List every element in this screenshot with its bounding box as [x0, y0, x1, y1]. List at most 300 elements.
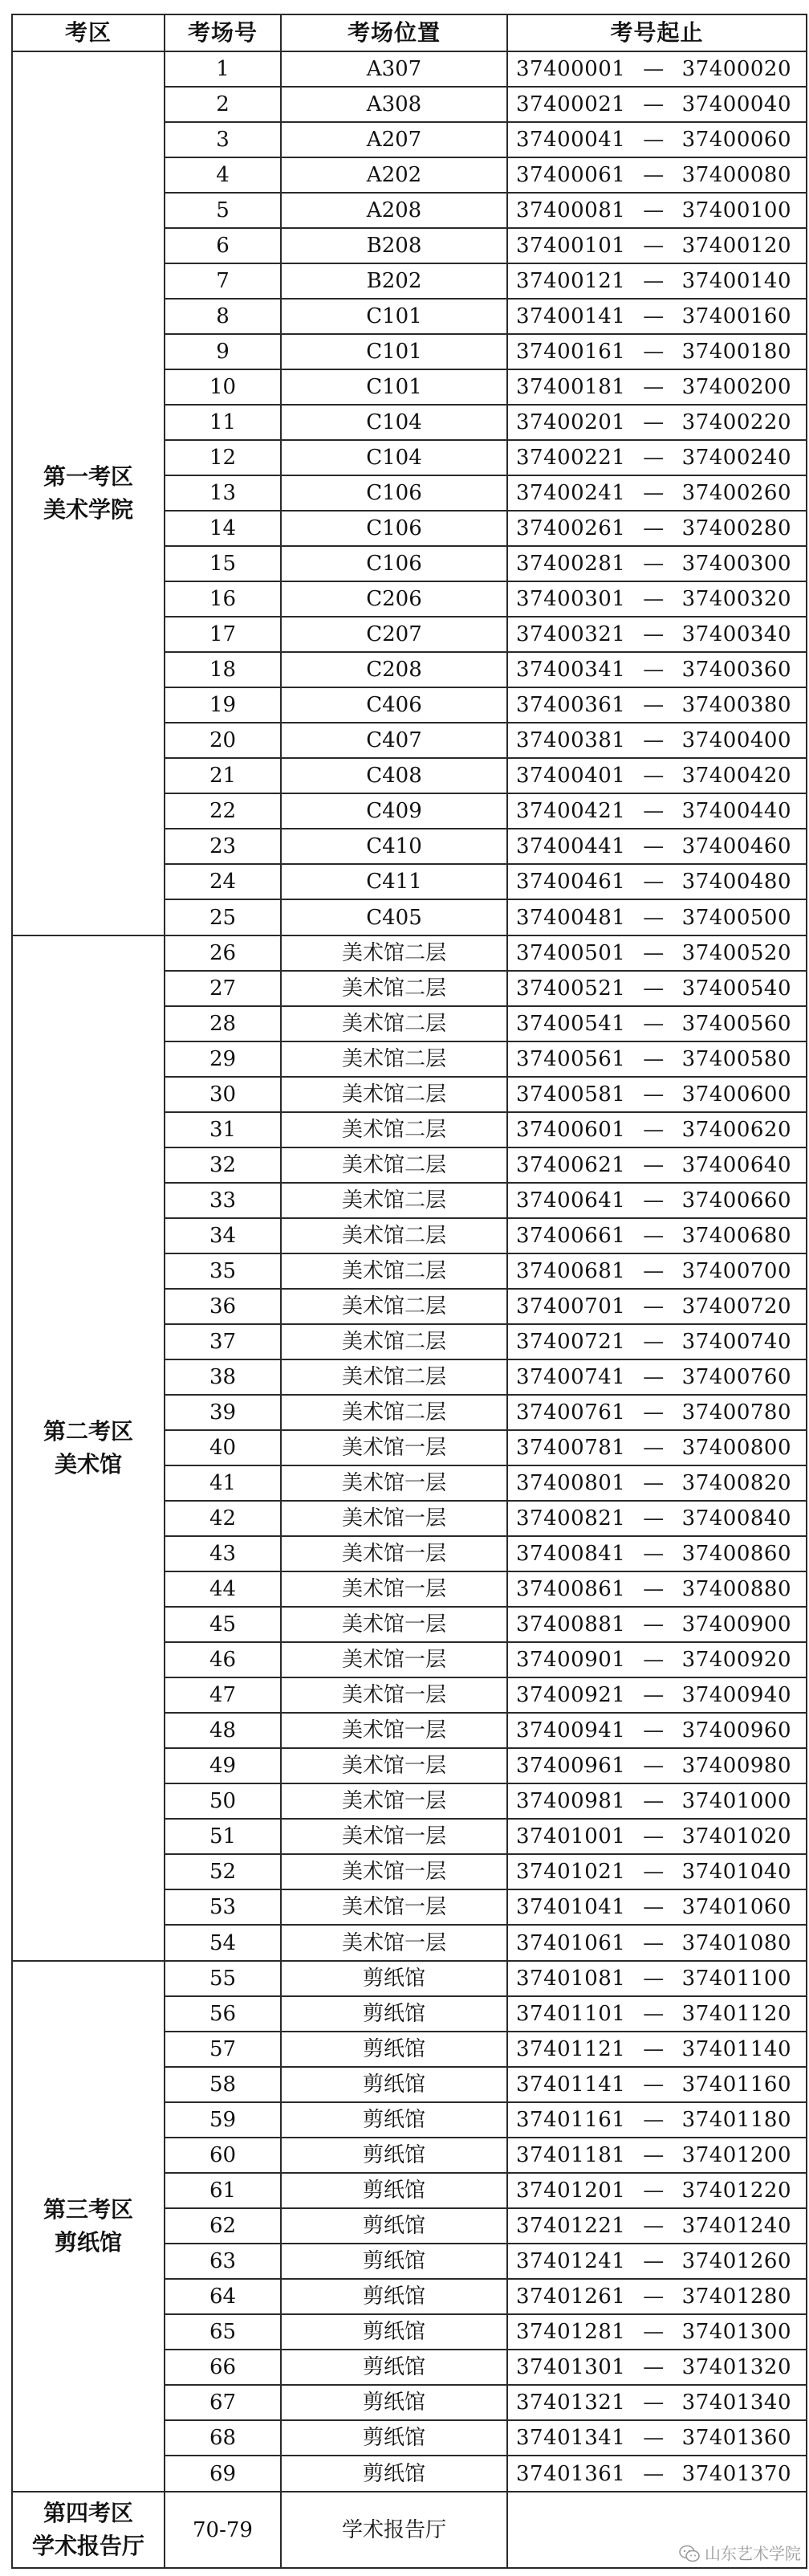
range-start: 37400481 — [516, 905, 626, 930]
range-start: 37400321 — [516, 622, 626, 646]
exam-range-cell — [507, 1006, 807, 1041]
table-row — [12, 51, 807, 87]
range-end: 37400640 — [681, 1153, 791, 1177]
range-end: 37400320 — [681, 587, 791, 611]
range-separator: — — [643, 2214, 665, 2238]
range-end: 37400540 — [681, 976, 791, 1001]
exam-range-cell — [507, 617, 807, 652]
range-start: 37400001 — [516, 57, 626, 81]
range-end: 37400020 — [681, 57, 791, 81]
room-number-cell: 11 — [165, 405, 281, 440]
range-start: 37400041 — [516, 128, 626, 152]
room-number-cell: 8 — [165, 299, 281, 334]
room-location-cell: 剪纸馆 — [281, 2102, 507, 2138]
room-number-cell: 41 — [165, 1465, 281, 1501]
range-separator: — — [643, 1612, 665, 1636]
exam-range-cell — [507, 2067, 807, 2102]
room-number-cell: 44 — [165, 1571, 281, 1607]
room-location-cell: 美术馆一层 — [281, 1677, 507, 1713]
range-separator: — — [643, 304, 665, 328]
room-number-cell: 55 — [165, 1961, 281, 1996]
room-number-cell: 57 — [165, 2032, 281, 2067]
room-location-cell: C407 — [281, 723, 507, 758]
exam-range-cell — [507, 1289, 807, 1324]
range-start: 37400341 — [516, 658, 626, 682]
range-start: 37400441 — [516, 834, 626, 858]
range-start: 37400181 — [516, 375, 626, 399]
exam-range-cell — [507, 193, 807, 228]
zone-name-cell: 第一考区 美术学院 — [12, 51, 165, 935]
range-end: 37401370 — [681, 2461, 791, 2486]
range-separator: — — [643, 1118, 665, 1142]
header-room-number: 考场号 — [165, 14, 281, 51]
room-number-cell: 54 — [165, 1925, 281, 1961]
range-end: 37401120 — [681, 2002, 791, 2026]
room-location-cell: 美术馆一层 — [281, 1642, 507, 1677]
exam-range-cell — [507, 1889, 807, 1925]
room-number-cell: 2 — [165, 87, 281, 122]
range-separator: — — [643, 764, 665, 788]
header-exam-number-range: 考号起止 — [507, 14, 807, 51]
range-separator: — — [643, 2073, 665, 2097]
range-end: 37400180 — [681, 340, 791, 364]
range-start: 37400121 — [516, 269, 626, 293]
room-number-cell: 4 — [165, 157, 281, 193]
room-number-cell: 51 — [165, 1819, 281, 1854]
exam-range-cell — [507, 1925, 807, 1961]
range-start: 37400241 — [516, 481, 626, 505]
room-number-cell: 56 — [165, 1996, 281, 2032]
room-number-cell: 27 — [165, 971, 281, 1006]
range-end: 37400440 — [681, 799, 791, 823]
exam-range-cell — [507, 1607, 807, 1642]
room-number-cell: 5 — [165, 193, 281, 228]
room-location-cell: C206 — [281, 581, 507, 617]
room-number-cell: 63 — [165, 2244, 281, 2279]
exam-range-cell — [507, 2385, 807, 2420]
exam-range-cell — [507, 157, 807, 193]
range-start: 37400281 — [516, 552, 626, 576]
range-end: 37401200 — [681, 2143, 791, 2167]
room-number-cell: 49 — [165, 1748, 281, 1783]
room-location-cell: 美术馆一层 — [281, 1925, 507, 1961]
room-location-cell: 美术馆二层 — [281, 971, 507, 1006]
range-start: 37401321 — [516, 2391, 626, 2415]
exam-range-cell — [507, 546, 807, 581]
room-location-cell: C411 — [281, 864, 507, 899]
room-number-cell: 18 — [165, 652, 281, 687]
exam-range-cell — [507, 1465, 807, 1501]
room-number-cell: 13 — [165, 475, 281, 511]
room-location-cell: 美术馆一层 — [281, 1854, 507, 1889]
room-location-cell: C101 — [281, 299, 507, 334]
range-start: 37400061 — [516, 163, 626, 187]
exam-range-cell — [507, 1253, 807, 1289]
range-start: 37400861 — [516, 1577, 626, 1601]
room-location-cell: 美术馆二层 — [281, 1218, 507, 1253]
range-start: 37400461 — [516, 870, 626, 894]
room-number-cell: 64 — [165, 2279, 281, 2314]
range-end: 37400340 — [681, 622, 791, 646]
range-separator: — — [643, 1577, 665, 1601]
range-start: 37400421 — [516, 799, 626, 823]
exam-range-cell — [507, 475, 807, 511]
room-location-cell: A202 — [281, 157, 507, 193]
room-number-cell: 1 — [165, 51, 281, 87]
room-number-cell: 34 — [165, 1218, 281, 1253]
room-location-cell: C408 — [281, 758, 507, 793]
range-separator: — — [643, 658, 665, 682]
room-location-cell: 美术馆一层 — [281, 1501, 507, 1536]
exam-range-cell — [507, 1854, 807, 1889]
room-location-cell: A308 — [281, 87, 507, 122]
room-number-cell: 46 — [165, 1642, 281, 1677]
range-separator: — — [643, 163, 665, 187]
range-end: 37400600 — [681, 1082, 791, 1107]
exam-range-cell — [507, 1713, 807, 1748]
range-end: 37400460 — [681, 834, 791, 858]
room-number-cell: 61 — [165, 2173, 281, 2208]
room-number-cell: 12 — [165, 440, 281, 475]
range-end: 37400720 — [681, 1294, 791, 1319]
exam-range-cell — [507, 405, 807, 440]
room-location-cell: C104 — [281, 440, 507, 475]
range-start: 37400901 — [516, 1648, 626, 1672]
exam-range-cell — [507, 1536, 807, 1571]
room-number-cell: 23 — [165, 829, 281, 864]
range-separator: — — [643, 2461, 665, 2486]
room-number-cell: 40 — [165, 1430, 281, 1465]
room-location-cell: 美术馆一层 — [281, 1748, 507, 1783]
room-number-cell: 37 — [165, 1324, 281, 1359]
zone-group-3 — [12, 1961, 807, 2492]
room-location-cell: 美术馆二层 — [281, 1395, 507, 1430]
range-end: 37400240 — [681, 446, 791, 470]
watermark-text: 山东艺术学院 — [705, 2544, 801, 2563]
range-end: 37400060 — [681, 128, 791, 152]
exam-range-cell — [507, 1077, 807, 1112]
range-end: 37401040 — [681, 1860, 791, 1884]
room-number-cell: 53 — [165, 1889, 281, 1925]
room-location-cell: 美术馆二层 — [281, 1077, 507, 1112]
range-separator: — — [643, 1895, 665, 1919]
range-separator: — — [643, 1224, 665, 1248]
exam-range-cell — [507, 1677, 807, 1713]
room-number-cell: 58 — [165, 2067, 281, 2102]
range-end: 37400360 — [681, 658, 791, 682]
range-start: 37400781 — [516, 1436, 626, 1460]
zone-group-4 — [12, 2492, 807, 2568]
range-separator: — — [643, 870, 665, 894]
room-location-cell: 美术馆一层 — [281, 1889, 507, 1925]
room-location-cell: B208 — [281, 228, 507, 263]
exam-range-cell — [507, 440, 807, 475]
range-end: 37401060 — [681, 1895, 791, 1919]
zone-name-cell: 第二考区 美术馆 — [12, 935, 165, 1961]
room-location-cell: 剪纸馆 — [281, 2173, 507, 2208]
zone-name-cell: 第四考区 学术报告厅 — [12, 2492, 165, 2568]
room-location-cell: 美术馆一层 — [281, 1819, 507, 1854]
range-end: 37401080 — [681, 1930, 791, 1955]
room-location-cell: 美术馆一层 — [281, 1783, 507, 1819]
exam-range-cell — [507, 829, 807, 864]
room-location-cell: 剪纸馆 — [281, 2138, 507, 2173]
exam-range-cell — [507, 1783, 807, 1819]
room-location-cell: 剪纸馆 — [281, 2208, 507, 2244]
room-number-cell: 6 — [165, 228, 281, 263]
range-end: 37400100 — [681, 198, 791, 222]
room-location-cell: 美术馆二层 — [281, 1253, 507, 1289]
exam-range-cell — [507, 1183, 807, 1218]
range-start: 37400841 — [516, 1542, 626, 1566]
range-end: 37400120 — [681, 234, 791, 258]
range-separator: — — [643, 1683, 665, 1707]
range-separator: — — [643, 834, 665, 858]
watermark — [679, 2545, 801, 2562]
room-number-cell: 14 — [165, 511, 281, 546]
range-start: 37400701 — [516, 1294, 626, 1319]
exam-range-cell — [507, 1359, 807, 1395]
range-separator: — — [643, 2037, 665, 2061]
range-start: 37401341 — [516, 2426, 626, 2450]
range-start: 37400941 — [516, 1718, 626, 1742]
range-separator: — — [643, 1754, 665, 1778]
range-start: 37401161 — [516, 2108, 626, 2132]
exam-range-cell — [507, 511, 807, 546]
range-end: 37400200 — [681, 375, 791, 399]
range-end: 37400860 — [681, 1542, 791, 1566]
range-start: 37400881 — [516, 1612, 626, 1636]
range-start: 37401081 — [516, 1967, 626, 1991]
room-number-cell: 47 — [165, 1677, 281, 1713]
room-location-cell: 美术馆一层 — [281, 1430, 507, 1465]
range-separator: — — [643, 1153, 665, 1177]
room-number-cell: 50 — [165, 1783, 281, 1819]
range-end: 37400560 — [681, 1012, 791, 1036]
exam-range-cell — [507, 2138, 807, 2173]
table-row — [12, 2492, 807, 2568]
range-end: 37401280 — [681, 2285, 791, 2309]
room-number-cell: 38 — [165, 1359, 281, 1395]
range-separator: — — [643, 446, 665, 470]
exam-range-cell — [507, 935, 807, 971]
room-location-cell: 美术馆一层 — [281, 1536, 507, 1571]
room-location-cell: 美术馆二层 — [281, 1006, 507, 1041]
room-location-cell: C101 — [281, 369, 507, 405]
range-start: 37400661 — [516, 1224, 626, 1248]
exam-range-cell — [507, 971, 807, 1006]
room-location-cell: 剪纸馆 — [281, 2244, 507, 2279]
range-start: 37400541 — [516, 1012, 626, 1036]
range-start: 37401361 — [516, 2461, 626, 2486]
range-separator: — — [643, 976, 665, 1001]
range-start: 37401241 — [516, 2249, 626, 2273]
range-end: 37401180 — [681, 2108, 791, 2132]
range-start: 37400921 — [516, 1683, 626, 1707]
range-separator: — — [643, 1330, 665, 1354]
room-location-cell: A307 — [281, 51, 507, 87]
range-start: 37401021 — [516, 1860, 626, 1884]
room-location-cell: 美术馆一层 — [281, 1571, 507, 1607]
range-separator: — — [643, 799, 665, 823]
room-location-cell: C106 — [281, 546, 507, 581]
exam-room-schedule — [11, 14, 806, 2569]
range-separator: — — [643, 1648, 665, 1672]
range-separator: — — [643, 1471, 665, 1495]
range-separator: — — [643, 2285, 665, 2309]
range-separator: — — [643, 1860, 665, 1884]
room-number-cell: 67 — [165, 2385, 281, 2420]
range-start: 37400961 — [516, 1754, 626, 1778]
range-start: 37400261 — [516, 516, 626, 540]
range-end: 37400800 — [681, 1436, 791, 1460]
room-number-cell: 62 — [165, 2208, 281, 2244]
exam-room-table — [11, 14, 807, 2569]
range-separator: — — [643, 410, 665, 434]
room-number-cell: 28 — [165, 1006, 281, 1041]
range-start: 37400161 — [516, 340, 626, 364]
room-number-cell: 19 — [165, 687, 281, 723]
exam-range-cell — [507, 1571, 807, 1607]
range-start: 37400021 — [516, 92, 626, 116]
range-end: 37401000 — [681, 1789, 791, 1813]
room-number-cell: 35 — [165, 1253, 281, 1289]
room-number-cell: 36 — [165, 1289, 281, 1324]
range-end: 37400080 — [681, 163, 791, 187]
range-end: 37400040 — [681, 92, 791, 116]
range-start: 37400081 — [516, 198, 626, 222]
exam-range-cell — [507, 1819, 807, 1854]
range-end: 37400840 — [681, 1506, 791, 1531]
range-start: 37400101 — [516, 234, 626, 258]
range-separator: — — [643, 1789, 665, 1813]
table-row — [12, 1961, 807, 1996]
range-separator: — — [643, 2002, 665, 2026]
range-end: 37400260 — [681, 481, 791, 505]
room-number-cell: 52 — [165, 1854, 281, 1889]
range-start: 37401061 — [516, 1930, 626, 1955]
range-end: 37400780 — [681, 1400, 791, 1425]
zone-name-cell: 第三考区 剪纸馆 — [12, 1961, 165, 2492]
room-location-cell: 剪纸馆 — [281, 2279, 507, 2314]
room-location-cell: 剪纸馆 — [281, 2067, 507, 2102]
range-separator: — — [643, 2108, 665, 2132]
range-separator: — — [643, 92, 665, 116]
exam-range-cell-empty — [507, 2492, 807, 2568]
range-separator: — — [643, 1967, 665, 1991]
range-separator: — — [643, 728, 665, 752]
room-number-cell: 59 — [165, 2102, 281, 2138]
range-end: 37400940 — [681, 1683, 791, 1707]
range-start: 37400601 — [516, 1118, 626, 1142]
range-end: 37400960 — [681, 1718, 791, 1742]
room-number-cell: 42 — [165, 1501, 281, 1536]
exam-range-cell — [507, 1748, 807, 1783]
range-end: 37401360 — [681, 2426, 791, 2450]
range-end: 37400520 — [681, 941, 791, 965]
range-separator: — — [643, 2320, 665, 2344]
range-separator: — — [643, 1542, 665, 1566]
room-number-cell: 48 — [165, 1713, 281, 1748]
range-separator: — — [643, 2179, 665, 2203]
exam-range-cell — [507, 87, 807, 122]
exam-range-cell — [507, 2456, 807, 2492]
room-location-cell: A208 — [281, 193, 507, 228]
room-location-cell: 剪纸馆 — [281, 2350, 507, 2385]
range-end: 37400920 — [681, 1648, 791, 1672]
range-separator: — — [643, 1718, 665, 1742]
exam-range-cell — [507, 2350, 807, 2385]
zone-group-1 — [12, 51, 807, 935]
room-number-cell: 20 — [165, 723, 281, 758]
room-location-cell: C409 — [281, 793, 507, 829]
range-separator: — — [643, 905, 665, 930]
exam-range-cell — [507, 1041, 807, 1077]
room-location-cell: C207 — [281, 617, 507, 652]
header-room-location: 考场位置 — [281, 14, 507, 51]
range-separator: — — [643, 941, 665, 965]
range-start: 37400761 — [516, 1400, 626, 1425]
range-end: 37400160 — [681, 304, 791, 328]
range-start: 37401221 — [516, 2214, 626, 2238]
room-location-cell: C104 — [281, 405, 507, 440]
header-zone: 考区 — [12, 14, 165, 51]
range-separator: — — [643, 234, 665, 258]
range-start: 37400821 — [516, 1506, 626, 1531]
exam-range-cell — [507, 2420, 807, 2456]
range-start: 37400681 — [516, 1259, 626, 1283]
range-end: 37400500 — [681, 905, 791, 930]
room-location-cell: 美术馆一层 — [281, 1465, 507, 1501]
exam-range-cell — [507, 299, 807, 334]
range-start: 37400721 — [516, 1330, 626, 1354]
room-number-cell: 26 — [165, 935, 281, 971]
range-end: 37401140 — [681, 2037, 791, 2061]
room-number-cell: 10 — [165, 369, 281, 405]
room-number-cell: 70-79 — [165, 2492, 281, 2568]
range-start: 37400581 — [516, 1082, 626, 1107]
exam-range-cell — [507, 758, 807, 793]
room-number-cell: 60 — [165, 2138, 281, 2173]
range-start: 37400561 — [516, 1047, 626, 1071]
range-start: 37401261 — [516, 2285, 626, 2309]
range-separator: — — [643, 1012, 665, 1036]
room-number-cell: 30 — [165, 1077, 281, 1112]
range-separator: — — [643, 1188, 665, 1213]
room-number-cell: 22 — [165, 793, 281, 829]
exam-range-cell — [507, 2314, 807, 2350]
range-start: 37400501 — [516, 941, 626, 965]
room-number-cell: 43 — [165, 1536, 281, 1571]
exam-range-cell — [507, 1218, 807, 1253]
room-location-cell: 学术报告厅 — [281, 2492, 507, 2568]
range-end: 37400820 — [681, 1471, 791, 1495]
room-location-cell: C406 — [281, 687, 507, 723]
range-start: 37400521 — [516, 976, 626, 1001]
room-location-cell: 剪纸馆 — [281, 2385, 507, 2420]
range-start: 37401101 — [516, 2002, 626, 2026]
range-end: 37400620 — [681, 1118, 791, 1142]
range-end: 37401340 — [681, 2391, 791, 2415]
range-start: 37400641 — [516, 1188, 626, 1213]
room-number-cell: 15 — [165, 546, 281, 581]
room-location-cell: 美术馆二层 — [281, 1041, 507, 1077]
range-end: 37400300 — [681, 552, 791, 576]
room-location-cell: 美术馆二层 — [281, 1289, 507, 1324]
room-number-cell: 25 — [165, 899, 281, 935]
room-location-cell: C106 — [281, 511, 507, 546]
range-start: 37400301 — [516, 587, 626, 611]
